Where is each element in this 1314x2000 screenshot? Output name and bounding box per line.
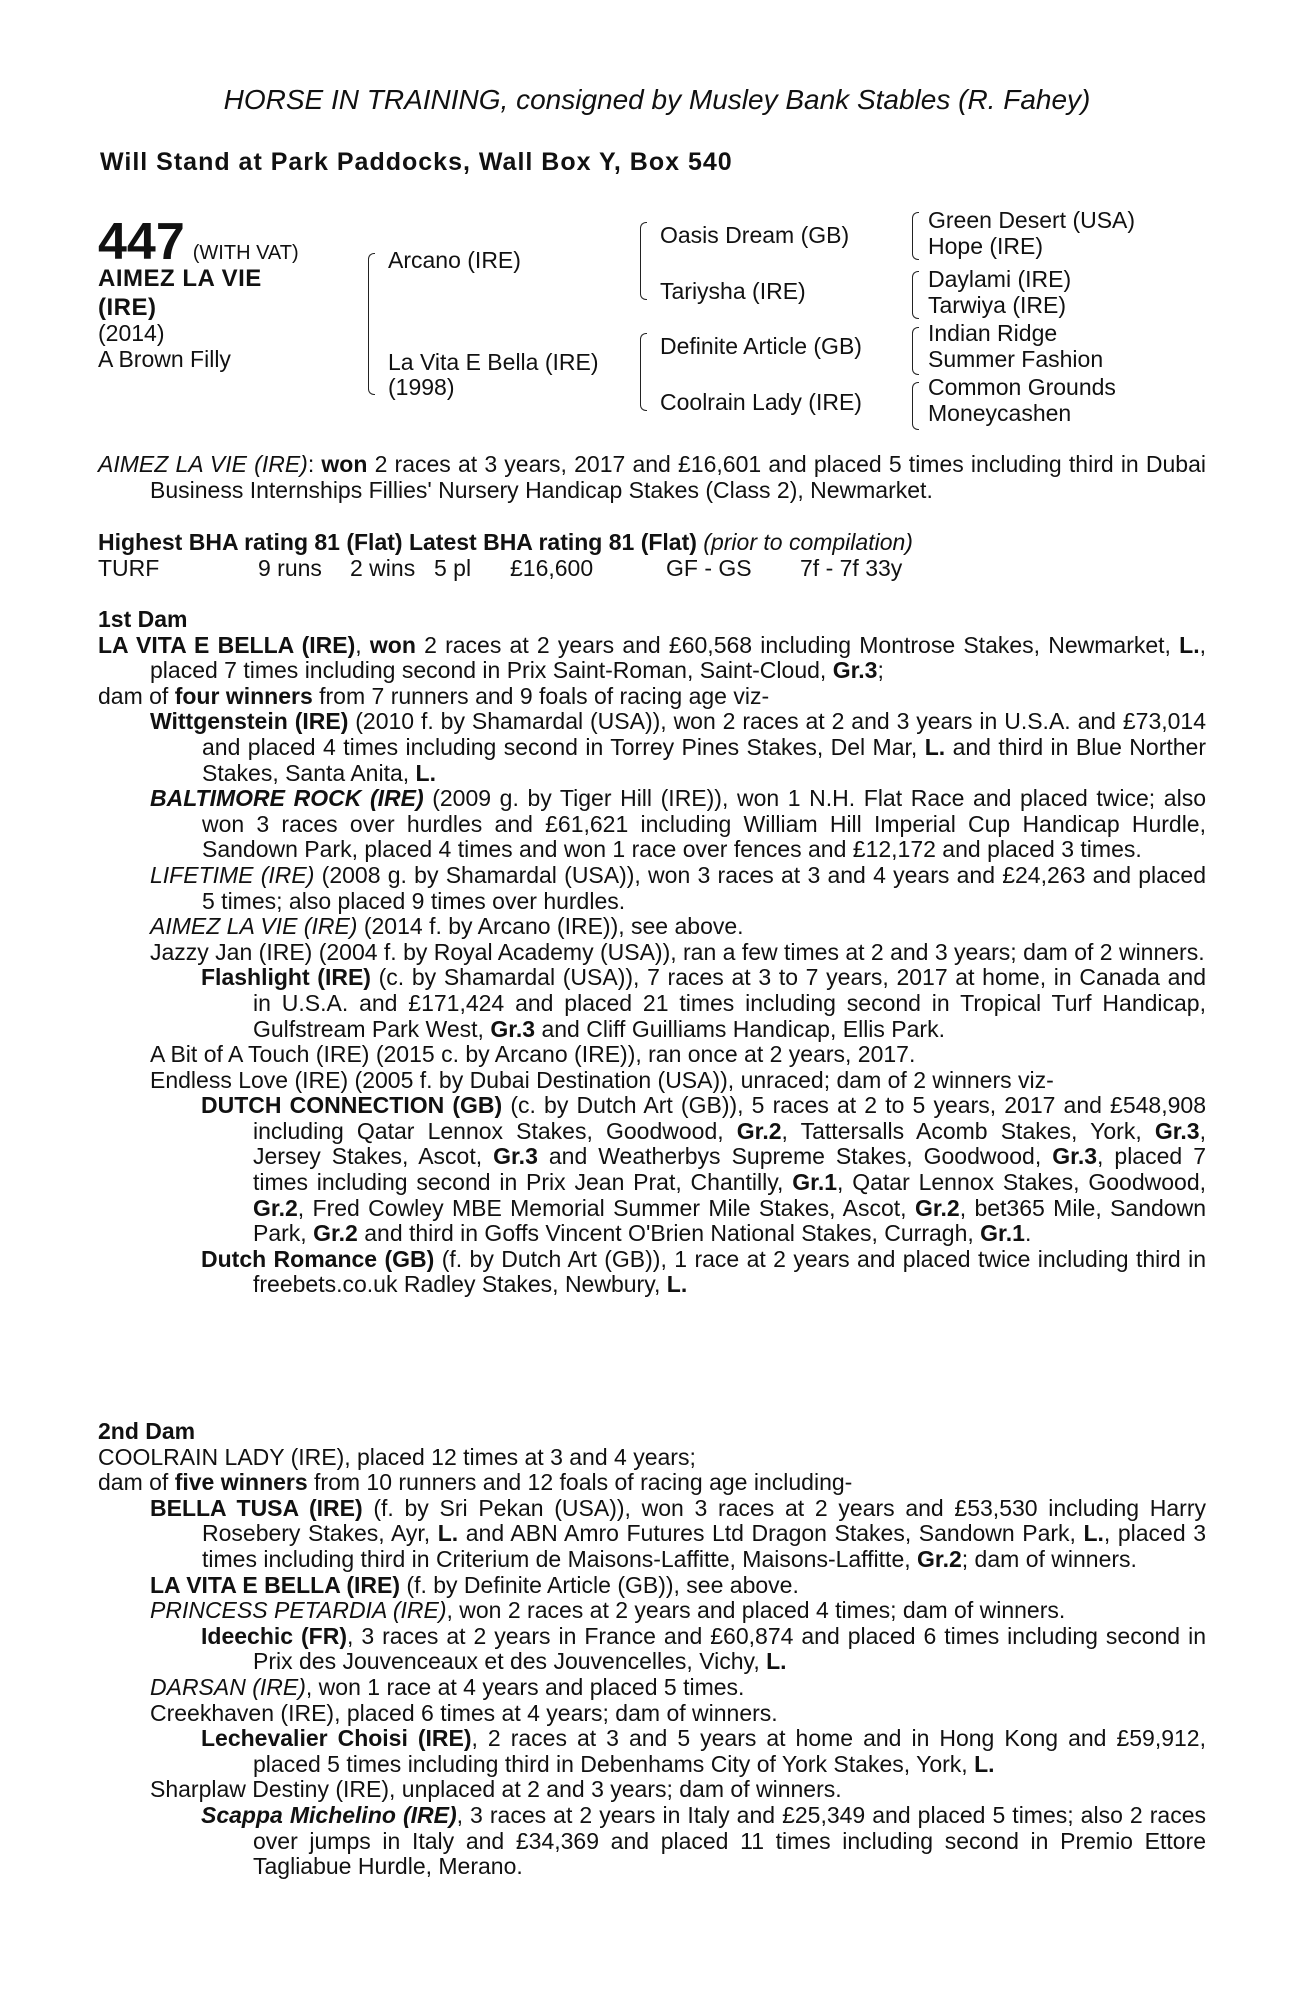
- sire-parents-brace: [640, 222, 647, 300]
- dam-dam-dam: Moneycashen: [928, 400, 1072, 426]
- rating-line: Highest BHA rating 81 (Flat) Latest BHA rating 81 (Flat) (prior to compilation): [98, 529, 913, 555]
- vat-note: (WITH VAT): [192, 242, 299, 264]
- summary-paragraph: AIMEZ LA VIE (IRE): won 2 races at 3 years, 2017 and £16,601 and placed 5 times including third in Dubai Business Internships Fillies' Nursery Handicap Stakes (Class 2), Newmarket.: [98, 451, 1206, 503]
- sd-parents-brace: [912, 271, 919, 319]
- sire-sire: Oasis Dream (GB): [660, 222, 850, 248]
- summary-won: won: [321, 451, 368, 477]
- consignor-heading: HORSE IN TRAINING, consigned by Musley Bank Stables (R. Fahey): [223, 84, 1091, 115]
- first-dam-section: [98, 607, 1206, 1298]
- sire-sire-dam: Hope (IRE): [928, 233, 1044, 259]
- first-dam-entry: LA VITA E BELLA (IRE), won 2 races at 2 years and £60,568 including Montrose Stakes, Newmarket, L., placed 7 times including second in Prix Saint-Roman, Saint-Cloud, Gr.3;: [98, 631, 1206, 684]
- turf-going: GF - GS: [666, 554, 752, 581]
- turf-runs: 9 runs: [258, 554, 322, 581]
- dam-sire: Definite Article (GB): [660, 333, 862, 359]
- dd-parents-brace: [912, 382, 919, 430]
- second-dam-heading: 2nd Dam: [98, 1418, 196, 1444]
- produce-bella-tusa: BELLA TUSA (IRE) (f. by Sri Pekan (USA)), won 3 races at 2 years and £53,530 including Harry Rosebery Stakes, Ayr, L. and ABN Amro Futures Ltd Dragon Stakes, Sandown Park, L., placed 3 times including third in Criterium de Maisons-Laffitte, Maisons-Laffitte, Gr.2; dam of winners.: [150, 1494, 1206, 1572]
- produce-a-bit-of-a-touch: A Bit of A Touch (IRE) (2015 c. by Arcano (IRE)), ran once at 2 years, 2017.: [150, 1041, 916, 1068]
- summary-horse-name: AIMEZ LA VIE (IRE): [98, 451, 308, 477]
- turf-placed: 5 pl: [434, 554, 472, 581]
- horse-name-line2: (IRE): [98, 294, 157, 321]
- dam-name: La Vita E Bella (IRE): [388, 349, 599, 375]
- produce-la-vita-e-bella: LA VITA E BELLA (IRE) (f. by Definite Article (GB)), see above.: [150, 1571, 799, 1598]
- race-summary: [98, 452, 1206, 503]
- dam-dam-sire: Common Grounds: [928, 374, 1116, 400]
- produce-sharplaw-destiny: Sharplaw Destiny (IRE), unplaced at 2 and 3 years; dam of winners.: [150, 1776, 842, 1803]
- sire-dam: Tariysha (IRE): [660, 278, 806, 304]
- produce-wittgenstein: Wittgenstein (IRE) (2010 f. by Shamardal (USA)), won 2 races at 2 and 3 years in U.S.A. and £73,014 and placed 4 times including second in Torrey Pines Stakes, Del Mar, L. and third in Blue Norther Stakes, Santa Anita, L.: [150, 708, 1206, 786]
- horse-description: A Brown Filly: [98, 346, 231, 372]
- turf-surface: TURF: [98, 554, 160, 581]
- produce-lifetime: LIFETIME (IRE) (2008 g. by Shamardal (USA)), won 3 races at 3 and 4 years and £24,263 and placed 5 times; also placed 9 times over hurdles.: [150, 861, 1207, 914]
- sire-dam-sire: Daylami (IRE): [928, 266, 1072, 292]
- turf-money: £16,600: [510, 554, 594, 581]
- rating-section: [98, 530, 1206, 581]
- grandproduce-flashlight: Flashlight (IRE) (c. by Shamardal (USA)), 7 races at 3 to 7 years, 2017 at home, in Canada and in U.S.A. and £171,424 and placed 21 times including second in Tropical Turf Handicap, Gulfstream Park West, Gr.3 and Cliff Guilliams Handicap, Ellis Park.: [201, 964, 1206, 1042]
- sire-dam-dam: Tarwiya (IRE): [928, 292, 1067, 318]
- dam-parents-brace: [640, 333, 647, 411]
- turf-record: [98, 556, 1206, 582]
- produce-jazzy-jan: Jazzy Jan (IRE) (2004 f. by Royal Academy (USA)), ran a few times at 2 and 3 years; dam of 2 winners.: [150, 938, 1205, 965]
- sire-dam-brace: [368, 253, 375, 395]
- dam-year: (1998): [388, 374, 455, 400]
- dam-dam: Coolrain Lady (IRE): [660, 389, 862, 415]
- sire-name: Arcano (IRE): [388, 247, 521, 273]
- foaling-year: (2014): [98, 320, 165, 346]
- first-dam-produce-summary: dam of four winners from 7 runners and 9 foals of racing age viz-: [98, 682, 770, 709]
- grandproduce-lechevalier-choisi: Lechevalier Choisi (IRE), 2 races at 3 and 5 years at home and in Hong Kong and £59,912, placed 5 times including third in Debenhams City of York Stakes, York, L.: [201, 1725, 1206, 1777]
- produce-endless-love: Endless Love (IRE) (2005 f. by Dubai Destination (USA)), unraced; dam of 2 winners viz-: [150, 1066, 1054, 1093]
- second-dam-entry: COOLRAIN LADY (IRE), placed 12 times at 3 and 4 years;: [98, 1443, 696, 1470]
- grandproduce-dutch-connection: DUTCH CONNECTION (GB) (c. by Dutch Art (GB)), 5 races at 2 to 5 years, 2017 and £548,908 including Qatar Lennox Stakes, Goodwood, Gr.2, Tattersalls Acomb Stakes, York, Gr.3, Jersey Stakes, Ascot, Gr.3 and Weatherbys Supreme Stakes, Goodwood, Gr.3, placed 7 times including second in Prix Jean Prat, Chantilly, Gr.1, Qatar Lennox Stakes, Goodwood, Gr.2, Fred Cowley MBE Memorial Summer Mile Stakes, Ascot, Gr.2, bet365 Mile, Sandown Park, Gr.2 and third in Goffs Vincent O'Brien National Stakes, Curragh, Gr.1.: [201, 1092, 1206, 1247]
- sire-sire-sire: Green Desert (USA): [928, 207, 1136, 233]
- dam-sire-dam: Summer Fashion: [928, 346, 1104, 372]
- lot-number: 447: [98, 213, 185, 271]
- grandproduce-ideechic: Ideechic (FR), 3 races at 2 years in France and £60,874 and placed 6 times including second in Prix des Jouvenceaux et des Jouvencelles, Vichy, L.: [201, 1622, 1206, 1675]
- second-dam-section: [98, 1419, 1206, 1880]
- produce-darsan: DARSAN (IRE), won 1 race at 4 years and placed 5 times.: [150, 1673, 745, 1700]
- produce-aimez-la-vie: AIMEZ LA VIE (IRE) (2014 f. by Arcano (IRE)), see above.: [150, 913, 744, 940]
- produce-princess-petardia: PRINCESS PETARDIA (IRE), won 2 races at 2 years and placed 4 times; dam of winners.: [150, 1597, 1066, 1624]
- ss-parents-brace: [912, 212, 919, 260]
- lot-header: [98, 212, 299, 272]
- grandproduce-scappa-michelino: Scappa Michelino (IRE), 3 races at 2 years in Italy and £25,349 and placed 5 times; also 2 races over jumps in Italy and £34,369 and placed 11 times including second in Premio Ettore Tagliabue Hurdle, Merano.: [201, 1801, 1206, 1880]
- turf-wins: 2 wins: [350, 554, 416, 581]
- first-dam-heading: 1st Dam: [98, 606, 188, 632]
- produce-baltimore-rock: BALTIMORE ROCK (IRE) (2009 g. by Tiger Hill (IRE)), won 1 N.H. Flat Race and placed twice; also won 3 races over hurdles and £61,621 including William Hill Imperial Cup Handicap Hurdle, Sandown Park, placed 4 times and won 1 race over fences and £12,172 and placed 3 times.: [150, 785, 1206, 863]
- ds-parents-brace: [912, 327, 919, 375]
- turf-distance: 7f - 7f 33y: [800, 554, 903, 581]
- dam-sire-sire: Indian Ridge: [928, 320, 1058, 346]
- stand-location: Will Stand at Park Paddocks, Wall Box Y, Box 540: [100, 148, 733, 176]
- horse-name-line1: AIMEZ LA VIE: [98, 265, 262, 292]
- grandproduce-dutch-romance: Dutch Romance (GB) (f. by Dutch Art (GB)), 1 race at 2 years and placed twice including third in freebets.co.uk Radley Stakes, Newbury, L.: [201, 1245, 1206, 1298]
- second-dam-produce-summary: dam of five winners from 10 runners and 12 foals of racing age including-: [98, 1469, 853, 1496]
- produce-creekhaven: Creekhaven (IRE), placed 6 times at 4 years; dam of winners.: [150, 1699, 778, 1726]
